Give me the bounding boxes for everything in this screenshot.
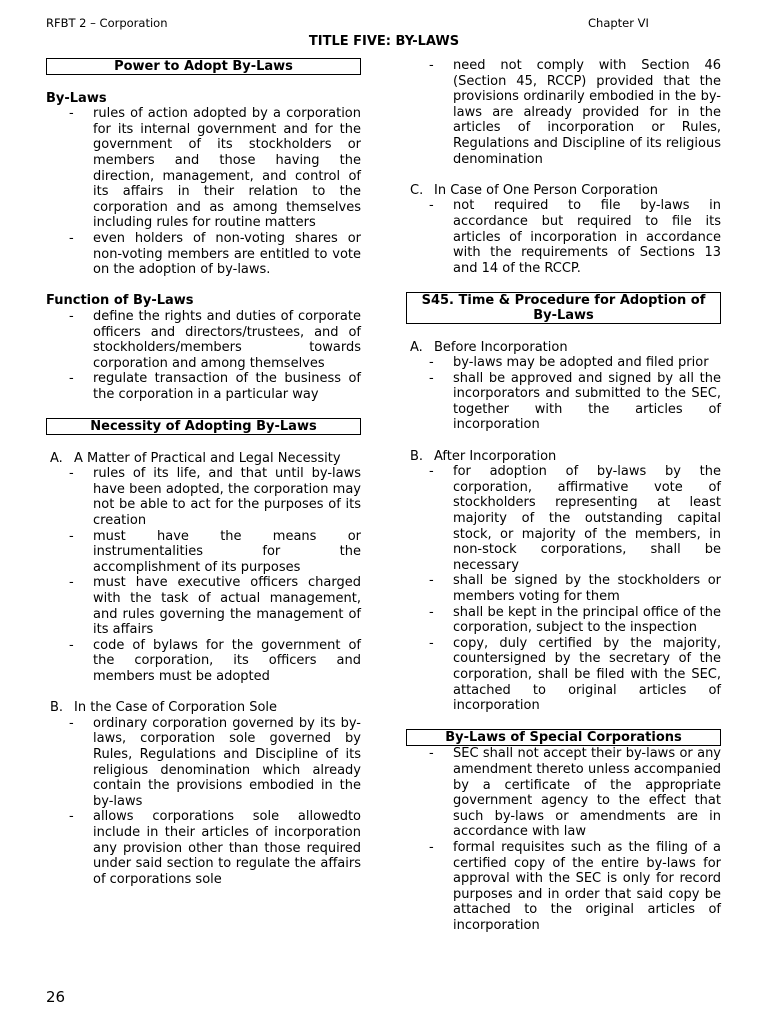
subsection-a-heading (46, 451, 361, 467)
bylaws-list (46, 106, 361, 278)
section-box-power-to-adopt: Power to Adopt By-Laws (46, 58, 361, 75)
subsection-letter: B. (410, 448, 424, 464)
subsection-text: A Matter of Practical and Legal Necessity (74, 450, 341, 466)
list-item: - by-laws may be adopted and filed prior (406, 355, 721, 371)
list-item: - must have the means or instrumentalities for the accomplishment of its purposes (46, 529, 361, 576)
list-item: - copy, duly certified by the majority, countersigned by the secretary of the corporation, shall be filed with the SEC, attached to original articles of incorporation (406, 636, 721, 714)
list-item: - rules of action adopted by a corporation for its internal government and for the government of its stockholders or members and those having the direction, management, and control of its affairs in their relation to the corporation and as among themselves including rules for routine matters (46, 106, 361, 231)
after-incorporation-list (406, 464, 721, 714)
list-item: - SEC shall not accept their by-laws or any amendment thereto unless accompanied by a certificate of the appropriate government agency to the effect that such by-laws or amendments are in accordance with law (406, 746, 721, 840)
list-item: - shall be approved and signed by all the incorporators and submitted to the SEC, together with the articles of incorporation (406, 371, 721, 433)
list-item: - shall be kept in the principal office of the corporation, subject to the inspection (406, 605, 721, 636)
subsection-c-heading (406, 183, 721, 199)
subsection-b-heading (46, 700, 361, 716)
list-item: - formal requisites such as the filing of a certified copy of the entire by-laws for approval with the SEC is only for record purposes and in order that said copy be attached to the original articles of incorporation (406, 840, 721, 934)
subsection-letter: B. (50, 700, 64, 716)
subsection-text: In the Case of Corporation Sole (74, 700, 278, 716)
subsection-letter: A. (50, 450, 63, 466)
function-list (46, 309, 361, 403)
special-corporations-list (406, 746, 721, 933)
necessity-b-list (46, 716, 361, 888)
list-item: - regulate transaction of the business of the corporation in a particular way (46, 371, 361, 402)
right-column (406, 58, 721, 933)
list-item: - even holders of non-voting shares or non-voting members are entitled to vote on the adoption of by-laws. (46, 231, 361, 278)
necessity-a-list (46, 466, 361, 684)
page-title: TITLE FIVE: BY-LAWS (308, 34, 460, 49)
running-header-right: Chapter VI (588, 16, 649, 30)
list-item: - shall be signed by the stockholders or members voting for them (406, 573, 721, 604)
section-box-special-corporations: By-Laws of Special Corporations (406, 729, 721, 746)
before-incorporation-list (406, 355, 721, 433)
opc-list (406, 198, 721, 276)
list-item: - code of bylaws for the government of the corporation, its officers and members must be adopted (46, 638, 361, 685)
list-item: - must have executive officers charged with the task of actual management, and rules governing the management of its affairs (46, 575, 361, 637)
subsection-letter: A. (410, 339, 423, 355)
list-item: - define the rights and duties of corporate officers and directors/trustees, and of stockholders/members towards corporation and among themselves (46, 309, 361, 371)
subsection-text: After Incorporation (434, 448, 557, 464)
section-box-necessity: Necessity of Adopting By-Laws (46, 418, 361, 435)
list-item: - need not comply with Section 46 (Section 45, RCCP) provided that the provisions ordinarily embodied in the by-laws are already provided for in the articles of incorporation or Rules, Regulations and Discipline of its religious denomination (406, 58, 721, 167)
section-box-time-procedure: S45. Time & Procedure for Adoption of By-Laws (406, 292, 721, 324)
page-number: 26 (46, 988, 66, 1006)
function-heading: Function of By-Laws (46, 293, 194, 309)
running-header-left: RFBT 2 – Corporation (46, 16, 168, 30)
subsection-text: Before Incorporation (434, 339, 568, 355)
subsection-a-heading (406, 340, 721, 356)
subsection-text: In Case of One Person Corporation (434, 182, 659, 198)
list-item: - ordinary corporation governed by its by-laws, corporation sole governed by Rules, Regulations and Discipline of its religious denomination which already contain the provisions embodied in the by-laws (46, 716, 361, 810)
subsection-b-heading (406, 449, 721, 465)
left-column (46, 58, 361, 887)
list-item: - for adoption of by-laws by the corporation, affirmative vote of stockholders representing at least majority of the outstanding capital stock, or majority of the members, in non-stock corporations, shall be necessary (406, 464, 721, 573)
continued-list (406, 58, 721, 167)
list-item: - rules of its life, and that until by-laws have been adopted, the corporation may not be able to act for the purposes of its creation (46, 466, 361, 528)
list-item: - allows corporations sole allowedto include in their articles of incorporation any provision other than those required under said section to regulate the affairs of corporations sole (46, 809, 361, 887)
list-item: - not required to file by-laws in accordance but required to file its articles of incorporation in accordance with the requirements of Sections 13 and 14 of the RCCP. (406, 198, 721, 276)
bylaws-heading: By-Laws (46, 90, 107, 106)
subsection-letter: C. (410, 182, 424, 198)
